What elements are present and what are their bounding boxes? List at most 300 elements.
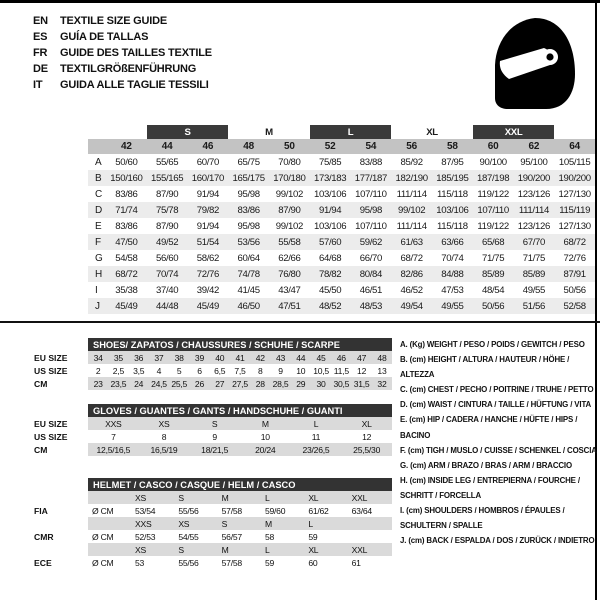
value-cell: 12,5/16,5 [88, 443, 139, 456]
value-cell: 7,5 [234, 365, 246, 376]
value-cell: M [219, 491, 262, 504]
row-letter: D [88, 202, 106, 218]
language-text: GUIDA ALLE TAGLIE TESSILI [60, 79, 209, 91]
value-cell: 27 [210, 377, 230, 390]
value-cell: 26 [189, 377, 209, 390]
size-cell: 46/51 [359, 284, 383, 296]
table-row [30, 504, 392, 517]
language-text: TEXTILGRÖßENFÜHRUNG [60, 63, 197, 75]
size-cell: 48/53 [351, 298, 392, 314]
table-row [30, 517, 392, 530]
value-cell: 23 [88, 377, 108, 390]
row-label [30, 491, 88, 504]
value-cell: S [219, 517, 262, 530]
size-cell: 65/75 [237, 156, 260, 168]
gloves-section [30, 404, 392, 456]
size-cell: 45/49 [188, 298, 229, 314]
value-cell: XL [341, 417, 392, 430]
size-cell: 39/42 [196, 284, 219, 296]
row-letter: C [95, 188, 102, 200]
value-cell: 9 [212, 431, 217, 442]
size-cell: 119/122 [477, 188, 509, 200]
size-cell: 91/94 [196, 188, 219, 200]
value-cell: 25,5/30 [341, 443, 392, 456]
value-cell: 12 [362, 431, 372, 442]
value-cell: 3,5 [133, 365, 145, 376]
size-cell: 103/106 [314, 188, 347, 200]
value-cell: 41 [230, 351, 250, 364]
size-col-header: 54 [351, 139, 392, 154]
value-cell: 13 [377, 365, 387, 376]
legend-item: H. (cm) INSIDE LEG / ENTREPIERNA / FOURCHE / SCHRITT / FORCELLA [400, 475, 580, 500]
table-row [88, 266, 595, 282]
size-col-header: 62 [514, 139, 555, 154]
shoes-table-body [30, 338, 392, 390]
size-cell: 57/60 [310, 234, 351, 250]
size-cell: 56/60 [155, 252, 179, 264]
size-header-row [88, 139, 595, 154]
size-cell: 115/119 [554, 202, 595, 218]
title-spacer [30, 478, 88, 491]
section-title: HELMET / CASCO / CASQUE / HELM / CASCO [88, 478, 392, 491]
value-cell: 23/26,5 [291, 443, 342, 456]
value-cell: 20/24 [240, 443, 291, 456]
unit-cell [88, 543, 132, 556]
row-label: ECE [34, 557, 52, 568]
value-cell: 30,5 [331, 377, 351, 390]
size-group-s: S [147, 125, 229, 139]
size-cell: 55/58 [269, 234, 310, 250]
row-label [30, 543, 88, 556]
top-border [0, 0, 600, 3]
helmet-table-body [30, 478, 392, 569]
size-cell: 105/115 [558, 156, 591, 168]
size-cell: 64/68 [318, 252, 342, 264]
language-text: GUIDE DES TAILLES TEXTILE [60, 47, 212, 59]
size-cell: 72/76 [188, 266, 229, 282]
value-cell: XXS [88, 417, 139, 430]
value-cell: S [175, 543, 218, 556]
size-cell: 99/102 [275, 220, 303, 232]
unit-cell: Ø CM [92, 557, 114, 568]
size-cell: 50/60 [115, 156, 138, 168]
size-cell: 35/38 [115, 284, 138, 296]
size-cell: 71/75 [522, 252, 546, 264]
value-cell: 40 [210, 351, 230, 364]
helmet-table [30, 478, 392, 569]
value-cell: 57/58 [221, 557, 242, 568]
value-cell: 10,5 [313, 365, 329, 376]
size-cell: 91/94 [196, 220, 219, 232]
size-cell: 99/102 [391, 202, 432, 218]
size-cell: 71/75 [482, 252, 505, 264]
legend-item: I. (cm) SHOULDERS / HOMBROS / ÉPAULES / SCHULTERN / SPALLE [400, 506, 565, 531]
value-cell: L [262, 543, 305, 556]
value-cell: XXL [349, 543, 392, 556]
value-cell: 35 [108, 351, 128, 364]
size-cell: 51/56 [514, 298, 555, 314]
table-row [30, 417, 392, 430]
value-cell: 61 [351, 557, 361, 568]
size-cell: 70/80 [278, 156, 301, 168]
size-col-header: 58 [432, 139, 473, 154]
language-code: IT [33, 79, 43, 91]
value-cell: 48 [372, 351, 392, 364]
size-cell: 95/98 [237, 188, 260, 200]
language-list [33, 13, 212, 93]
value-cell: 47 [351, 351, 371, 364]
legend-item: C. (cm) CHEST / PECHO / POITRINE / TRUHE / PETTO [400, 385, 594, 395]
row-label [30, 517, 88, 530]
size-group-xxl: XXL [473, 125, 555, 139]
row-letter: I [95, 284, 98, 296]
value-cell: 18/21,5 [189, 443, 240, 456]
size-cell: 47/53 [441, 284, 464, 296]
size-cell: 48/54 [482, 284, 505, 296]
size-cell: 50/56 [473, 298, 514, 314]
size-cell: 115/118 [436, 220, 468, 232]
value-cell: 42 [250, 351, 270, 364]
size-cell: 83/88 [359, 156, 383, 168]
table-row [30, 430, 392, 443]
size-cell: 45/50 [318, 284, 342, 296]
section-title-row [30, 338, 392, 351]
value-cell: 61/62 [308, 505, 329, 516]
section-divider [0, 321, 600, 323]
size-col-header: 44 [147, 139, 188, 154]
row-letter: J [88, 298, 106, 314]
size-cell: 87/90 [155, 220, 179, 232]
size-cell: 107/110 [473, 202, 514, 218]
section-title: SHOES/ ZAPATOS / CHAUSSURES / SCHUHE / SCARPE [88, 338, 392, 351]
value-cell: 60 [308, 557, 318, 568]
size-cell: 46/50 [228, 298, 269, 314]
size-cell: 111/114 [396, 220, 427, 232]
corner-cell [88, 139, 106, 154]
size-cell: 59/62 [351, 234, 392, 250]
language-row [33, 29, 212, 45]
size-col-header: 50 [269, 139, 310, 154]
value-cell: S [175, 491, 218, 504]
language-row [33, 61, 212, 77]
value-cell: XXL [349, 491, 392, 504]
size-cell: 83/86 [228, 202, 269, 218]
table-row [30, 377, 392, 390]
legend-item: D. (cm) WAIST / CINTURA / TAILLE / HÜFTUNG / VITA [400, 400, 592, 410]
size-cell: 49/52 [147, 234, 188, 250]
size-cell: 49/55 [432, 298, 473, 314]
size-col-header: 60 [473, 139, 514, 154]
value-cell [349, 530, 392, 543]
row-label: CM [34, 444, 48, 455]
size-cell: 45/49 [106, 298, 147, 314]
size-cell: 99/102 [275, 188, 303, 200]
size-cell: 82/86 [391, 266, 432, 282]
size-cell: 52/58 [554, 298, 595, 314]
size-cell: 170/180 [269, 170, 310, 186]
size-cell: 67/70 [514, 234, 555, 250]
value-cell: 58 [264, 531, 275, 542]
size-table-wrap [88, 125, 595, 314]
size-col-header: 64 [554, 139, 595, 154]
size-cell: 190/200 [554, 170, 595, 186]
size-group-m: M [265, 126, 273, 138]
unit-cell: Ø CM [92, 531, 114, 542]
size-cell: 51/54 [188, 234, 229, 250]
value-cell: 11 [311, 431, 321, 442]
table-row [88, 282, 595, 298]
size-cell: 47/51 [269, 298, 310, 314]
size-cell: 63/66 [432, 234, 473, 250]
size-cell: 83/86 [115, 188, 138, 200]
value-cell: M [262, 517, 305, 530]
table-row [88, 234, 595, 250]
size-cell: 107/110 [355, 220, 387, 232]
language-code: DE [33, 63, 48, 75]
unit-cell [88, 517, 132, 530]
row-letter: G [95, 252, 103, 264]
row-letter: E [95, 220, 102, 232]
spacer [554, 125, 595, 139]
table-row [30, 543, 392, 556]
size-table-body [88, 125, 595, 314]
table-row [88, 250, 595, 266]
size-cell: 107/110 [355, 188, 387, 200]
size-cell: 61/63 [391, 234, 432, 250]
shoes-table [30, 338, 392, 390]
size-col-header: 46 [188, 139, 229, 154]
size-cell: 127/130 [558, 220, 591, 232]
size-cell: 70/74 [441, 252, 464, 264]
table-row [30, 443, 392, 456]
value-cell: 31,5 [351, 377, 371, 390]
size-cell: 187/198 [473, 170, 514, 186]
size-cell: 74/78 [228, 266, 269, 282]
size-cell: 41/45 [237, 284, 260, 296]
legend-item: B. (cm) HEIGHT / ALTURA / HAUTEUR / HÖHE / ALTEZZA [400, 355, 570, 380]
shoes-section [30, 338, 392, 390]
value-cell: 56/57 [221, 531, 242, 542]
value-cell [349, 517, 392, 530]
size-cell: 95/98 [237, 220, 260, 232]
size-cell: 95/98 [351, 202, 392, 218]
value-cell: XS [175, 517, 218, 530]
size-cell: 83/86 [115, 220, 138, 232]
language-code: FR [33, 47, 48, 59]
value-cell: 59/60 [264, 505, 286, 516]
value-cell: 8 [161, 431, 167, 442]
legend-item: J. (cm) BACK / ESPALDA / DOS / ZURÜCK / INDIETRO [400, 536, 595, 546]
language-row [33, 77, 212, 93]
size-cell: 71/74 [106, 202, 147, 218]
table-row [30, 556, 392, 569]
value-cell: 32 [372, 377, 392, 390]
size-cell: 95/100 [520, 156, 548, 168]
value-cell: 25,5 [169, 377, 189, 390]
gloves-table-body [30, 404, 392, 456]
table-row [30, 351, 392, 364]
size-cell: 87/95 [441, 156, 464, 168]
value-cell: L [291, 417, 342, 430]
size-cell: 68/72 [106, 266, 147, 282]
size-cell: 155/165 [147, 170, 188, 186]
table-row [88, 298, 595, 314]
value-cell: 46 [331, 351, 351, 364]
size-cell: 150/160 [106, 170, 147, 186]
section-title: GLOVES / GUANTES / GANTS / HANDSCHUHE / GUANTI [88, 404, 392, 417]
value-cell: 9 [278, 365, 283, 376]
value-cell: 52/53 [135, 531, 156, 542]
helmet-icon [487, 12, 577, 112]
value-cell: 4 [156, 365, 162, 376]
size-cell: 182/190 [391, 170, 432, 186]
row-letter: F [88, 234, 106, 250]
value-cell: 23,5 [108, 377, 128, 390]
value-cell: XS [139, 417, 190, 430]
section-title-row [30, 478, 392, 491]
size-cell: 111/114 [396, 188, 427, 200]
value-cell: 12 [357, 365, 367, 376]
language-code: ES [33, 31, 48, 43]
size-cell: 55/65 [155, 156, 179, 168]
measurement-legend [400, 337, 597, 548]
size-cell: 54/58 [115, 252, 138, 264]
size-cell: 48/52 [310, 298, 351, 314]
size-cell: 72/76 [563, 252, 586, 264]
size-cell: 103/106 [314, 220, 347, 232]
legend-item: E. (cm) HIP / CADERA / HANCHE / HÜFTE / HIPS / BACINO [400, 415, 578, 440]
size-cell: 80/84 [351, 266, 392, 282]
size-cell: 75/85 [318, 156, 342, 168]
size-cell: 87/90 [269, 202, 310, 218]
size-col-header: 48 [228, 139, 269, 154]
table-row [88, 186, 595, 202]
size-cell: 50/56 [563, 284, 586, 296]
value-cell: 59 [308, 531, 318, 542]
table-row [88, 154, 595, 170]
size-cell: 49/54 [391, 298, 432, 314]
size-cell: 103/106 [432, 202, 473, 218]
value-cell: XS [132, 543, 175, 556]
value-cell: 2,5 [112, 365, 124, 376]
size-cell: 160/170 [188, 170, 229, 186]
size-cell: 185/195 [432, 170, 473, 186]
size-cell: 111/114 [514, 202, 555, 218]
row-label: FIA [34, 505, 48, 516]
size-cell: 37/40 [155, 284, 179, 296]
size-cell: 76/80 [269, 266, 310, 282]
row-label: EU SIZE [34, 352, 68, 363]
table-row [88, 170, 595, 186]
size-cell: 44/48 [147, 298, 188, 314]
size-cell: 58/62 [196, 252, 219, 264]
language-code: EN [33, 15, 48, 27]
row-label: CMR [34, 531, 54, 542]
value-cell: 55/56 [178, 557, 199, 568]
size-cell: 85/92 [400, 156, 423, 168]
value-cell: 16,5/19 [139, 443, 190, 456]
row-letter: B [88, 170, 106, 186]
row-label: CM [34, 378, 48, 389]
value-cell: 10 [260, 431, 270, 442]
language-row [33, 13, 212, 29]
size-cell: 65/68 [473, 234, 514, 250]
size-cell: 60/70 [196, 156, 219, 168]
table-row [88, 202, 595, 218]
size-cell: 66/70 [359, 252, 383, 264]
size-cell: 60/64 [237, 252, 260, 264]
size-cell: 46/52 [400, 284, 423, 296]
legend-item: F. (cm) TIGH / MUSLO / CUISSE / SCHENKEL / COSCIA [400, 445, 597, 455]
row-letter: A [95, 156, 102, 168]
size-cell: 119/122 [477, 220, 509, 232]
value-cell: L [262, 491, 305, 504]
size-group-l: L [310, 125, 392, 139]
gloves-table [30, 404, 392, 456]
value-cell: 53/54 [135, 505, 156, 516]
size-col-header: 56 [391, 139, 432, 154]
size-table [88, 125, 595, 314]
size-cell: 85/89 [514, 266, 555, 282]
size-cell: 70/74 [147, 266, 188, 282]
size-cell: 53/56 [228, 234, 269, 250]
value-cell: 7 [111, 431, 116, 442]
size-cell: 87/91 [554, 266, 595, 282]
size-cell: 49/55 [522, 284, 546, 296]
size-cell: 90/100 [479, 156, 507, 168]
size-cell: 68/72 [400, 252, 423, 264]
size-cell: 123/126 [517, 220, 551, 232]
table-row [30, 491, 392, 504]
size-cell: 123/126 [517, 188, 551, 200]
value-cell: 28 [250, 377, 270, 390]
value-cell: XS [132, 491, 175, 504]
value-cell: 6,5 [214, 365, 226, 376]
size-cell: 79/82 [188, 202, 229, 218]
value-cell: 44 [291, 351, 311, 364]
value-cell: 43 [270, 351, 290, 364]
helmet-icon-svg [487, 12, 577, 112]
size-cell: 43/47 [278, 284, 301, 296]
value-cell: 2 [95, 365, 101, 376]
value-cell: 34 [88, 351, 108, 364]
size-group-xl: XL [426, 126, 438, 138]
value-cell: 10 [296, 365, 306, 376]
size-cell: 115/118 [436, 188, 468, 200]
size-cell: 47/50 [106, 234, 147, 250]
value-cell: 57/58 [221, 505, 242, 516]
row-letter: H [88, 266, 106, 282]
row-label: EU SIZE [34, 418, 68, 429]
value-cell: 24,5 [149, 377, 169, 390]
legend-item: A. (Kg) WEIGHT / PESO / POIDS / GEWITCH / PESO [400, 340, 585, 349]
size-cell: 85/89 [473, 266, 514, 282]
language-row [33, 45, 212, 61]
size-cell: 84/88 [432, 266, 473, 282]
size-cell: 78/82 [310, 266, 351, 282]
value-cell: 24 [129, 377, 149, 390]
size-cell: 190/200 [514, 170, 555, 186]
spacer [88, 125, 147, 139]
value-cell: 30 [311, 377, 331, 390]
value-cell: 39 [189, 351, 209, 364]
size-col-header: 52 [310, 139, 351, 154]
title-spacer [30, 404, 88, 417]
value-cell: L [305, 517, 348, 530]
section-title-row [30, 404, 392, 417]
size-cell: 87/90 [155, 188, 179, 200]
value-cell: 6 [197, 365, 202, 376]
